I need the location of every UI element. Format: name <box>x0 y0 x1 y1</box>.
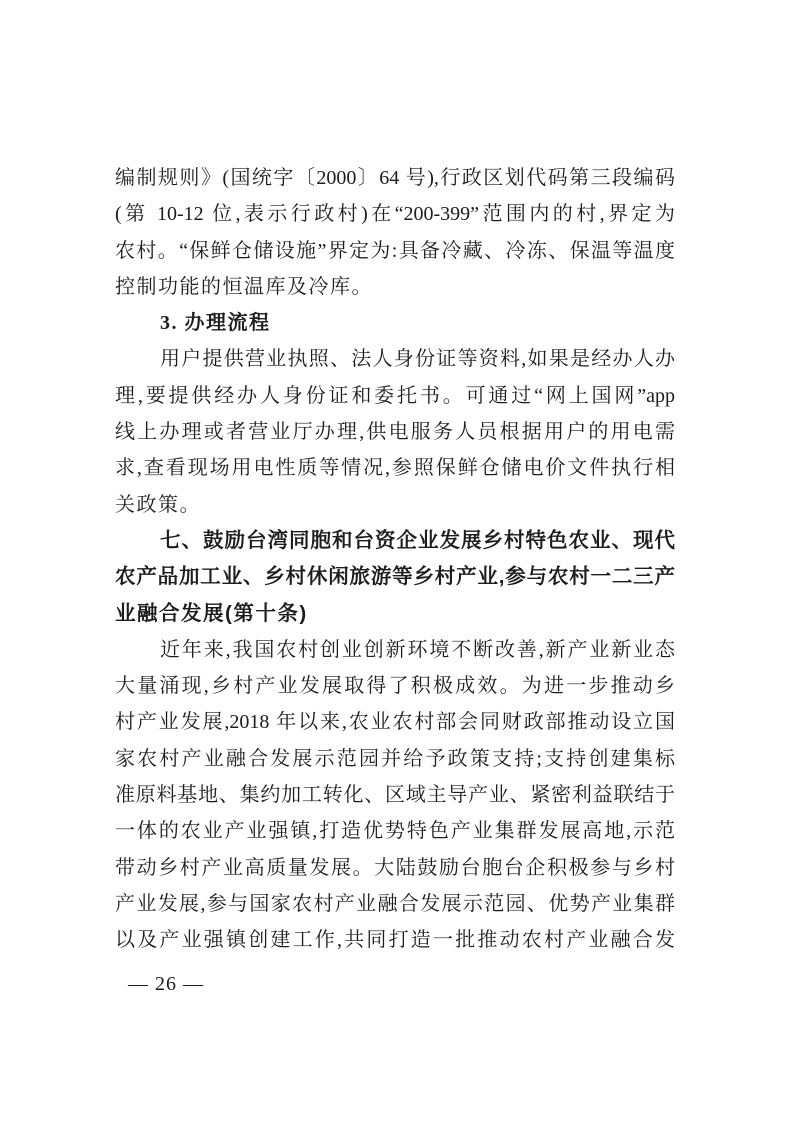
subsection-heading: 3. 办理流程 <box>160 312 271 335</box>
body-line: 农村。“保鲜仓储设施”界定为:具备冷藏、冷冻、保温等温度 <box>115 239 675 262</box>
body-line: (第 10-12 位,表示行政村)在“200-399”范围内的村,界定为 <box>115 203 675 226</box>
body-line: 线上办理或者营业厅办理,供电服务人员根据用户的用电需 <box>115 421 675 444</box>
section-heading-line: 农产品加工业、乡村休闲旅游等乡村产业,参与农村一二三产 <box>115 565 675 589</box>
body-line: 近年来,我国农村创业创新环境不断改善,新产业新业态 <box>160 638 675 661</box>
page-number: — 26 — <box>128 973 204 995</box>
section-heading-line: 业融合发展(第十条) <box>115 601 308 625</box>
body-line: 村产业发展,2018 年以来,农业农村部会同财政部推动设立国 <box>115 711 675 734</box>
body-line: 以及产业强镇创建工作,共同打造一批推动农村产业融合发 <box>115 929 675 952</box>
body-line: 控制功能的恒温库及冷库。 <box>115 275 373 298</box>
body-line: 理,要提供经办人身份证和委托书。可通过“网上国网”app <box>115 384 675 407</box>
section-heading-line: 七、鼓励台湾同胞和台资企业发展乡村特色农业、现代 <box>160 528 675 552</box>
body-line: 一体的农业产业强镇,打造优势特色产业集群发展高地,示范 <box>115 820 675 843</box>
body-line: 家农村产业融合发展示范园并给予政策支持;支持创建集标 <box>115 747 675 770</box>
body-line: 关政策。 <box>115 493 201 516</box>
body-line: 产业发展,参与国家农村产业融合发展示范园、优势产业集群 <box>115 892 675 915</box>
body-line: 带动乡村产业高质量发展。大陆鼓励台胞台企积极参与乡村 <box>115 856 675 879</box>
body-line: 用户提供营业执照、法人身份证等资料,如果是经办人办 <box>160 348 675 371</box>
body-line: 准原料基地、集约加工转化、区域主导产业、紧密利益联结于 <box>115 784 675 807</box>
body-line: 求,查看现场用电性质等情况,参照保鲜仓储电价文件执行相 <box>115 457 675 480</box>
body-line: 大量涌现,乡村产业发展取得了积极成效。为进一步推动乡 <box>115 675 675 698</box>
page-body <box>115 160 675 959</box>
body-line: 编制规则》(国统字〔2000〕64 号),行政区划代码第三段编码 <box>115 167 675 189</box>
